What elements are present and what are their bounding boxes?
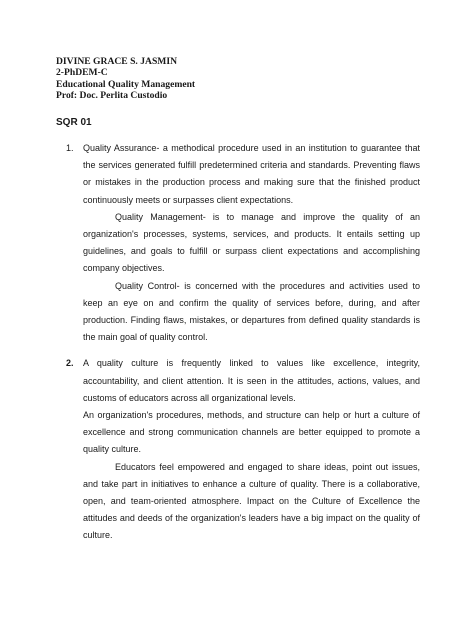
paragraph-quality-assurance: Quality Assurance- a methodical procedure used in an institution to guarantee that the services generated fulfill predetermined criteria and standards. Preventing flaws or mistakes in the production process and making sure that the finished product continuously meets or surpasses client expectations. xyxy=(83,143,420,205)
item-body xyxy=(83,140,420,346)
paragraph-quality-culture: A quality culture is frequently linked to values like excellence, integrity, accountability, and client attention. It is seen in the attitudes, actions, values, and customs of educators across all organizational levels. xyxy=(83,358,420,403)
answer-list xyxy=(56,140,420,545)
paragraph-quality-management: Quality Management- is to manage and improve the quality of an organization's processes, systems, services, and products. It entails setting up guidelines, and goals to fulfill or surpass client expectations and accomplishing company objectives. xyxy=(83,211,420,274)
student-name: DIVINE GRACE S. JASMIN xyxy=(56,56,178,67)
student-section: 2-PhDEM-C xyxy=(56,67,108,79)
item-number: 2. xyxy=(66,358,74,369)
professor-name: Prof: Doc. Perlita Custodio xyxy=(56,90,168,102)
paragraph-organization-structure: An organization's procedures, methods, and structure can help or hurt a culture of excellence and strong communication channels are better equipped to promote a quality culture. xyxy=(83,410,420,455)
paragraph-quality-control: Quality Control- is concerned with the procedures and activities used to keep an eye on and confirm the quality of services before, during, and after production. Finding flaws, mistakes, or departures from defined quality standards is the main goal of quality control. xyxy=(83,280,420,343)
item-body xyxy=(83,355,420,544)
document-header xyxy=(56,56,195,102)
answer-item-1 xyxy=(56,140,420,346)
answer-item-2 xyxy=(56,355,420,544)
item-number: 1. xyxy=(66,143,74,153)
section-heading: SQR 01 xyxy=(56,117,92,128)
course-title: Educational Quality Management xyxy=(56,78,196,90)
paragraph-educators: Educators feel empowered and engaged to share ideas, point out issues, and take part in initiatives to enhance a culture of quality. There is a collaborative, open, and team-oriented atmosphere. Impact on the Culture of Excellence the attitudes and deeds of the organization's leaders have a big impact on the quality of culture. xyxy=(83,461,420,541)
